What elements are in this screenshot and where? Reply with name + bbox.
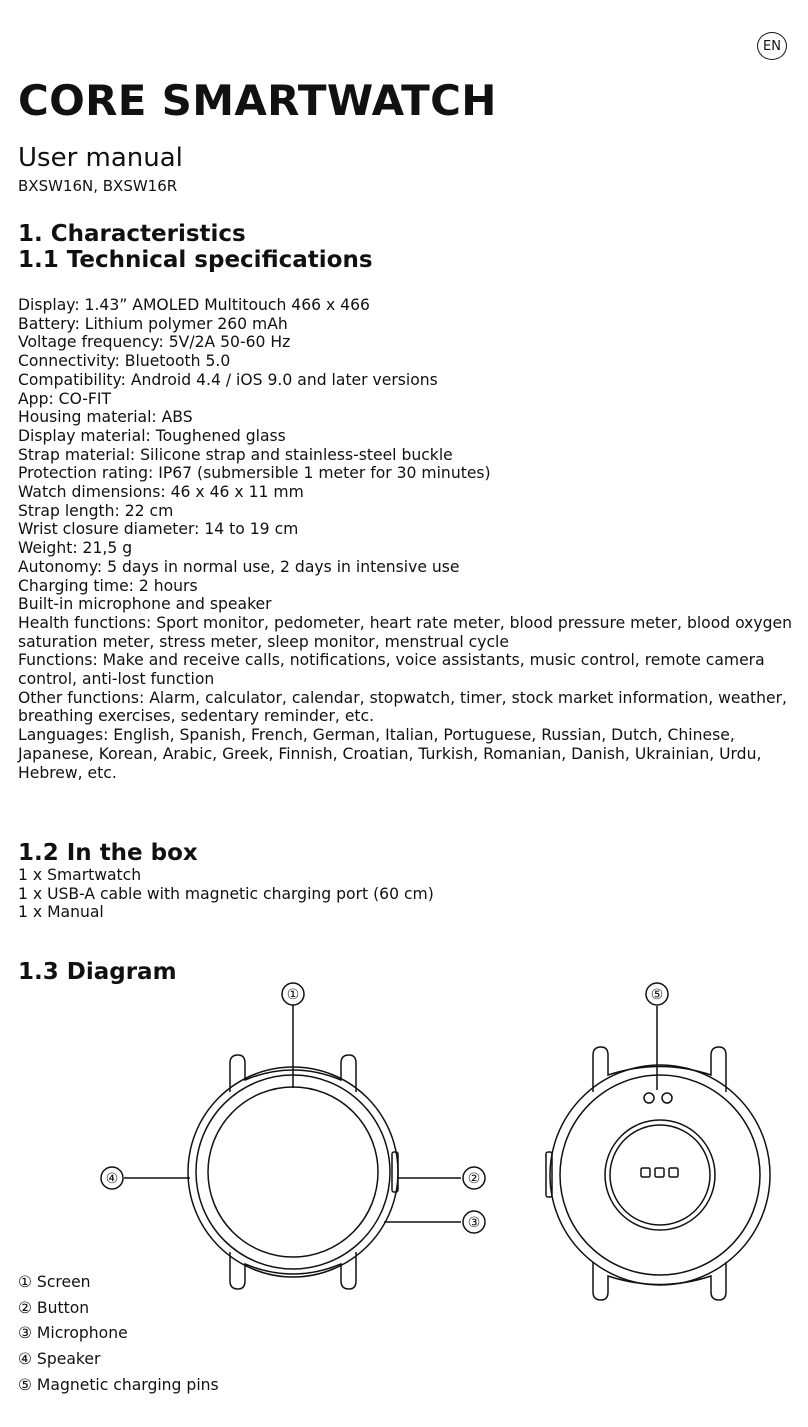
spec-item: Voltage frequency: 5V/2A 50-60 Hz [18,333,291,352]
legend-item-button: ② Button [18,1298,90,1317]
spec-item: Compatibility: Android 4.4 / iOS 9.0 and later versions [18,370,438,389]
diagram-legend [18,1270,219,1399]
spec-item: Connectivity: Bluetooth 5.0 [18,352,231,371]
front-screen [208,1087,378,1257]
spec-item: App: CO-FIT [18,389,111,408]
spec-item: Battery: Lithium polymer 260 mAh [18,314,288,333]
spec-list [18,296,794,782]
legend-item-speaker: ④ Speaker [18,1350,101,1369]
charging-pin [644,1093,654,1103]
front-bezel [196,1075,390,1269]
section-heading-diagram: 1.3 Diagram [18,959,177,985]
sensor-window [669,1168,678,1177]
spec-item: Other functions: Alarm, calculator, calendar, stopwatch, timer, stock market information, weather, breathing exercises, sedentary reminder, etc. [18,688,788,726]
spec-item: Display: 1.43” AMOLED Multitouch 466 x 466 [18,296,370,314]
charging-pin [662,1093,672,1103]
callout-label-1: ① [286,987,300,1003]
back-top-lugs [593,1047,726,1092]
spec-item: Display material: Toughened glass [18,426,286,445]
back-charging-ring-inner [610,1125,710,1225]
section-heading-in-the-box: 1.2 In the box [18,840,198,866]
spec-item: Strap material: Silicone strap and stainless-steel buckle [18,445,453,464]
box-item: 1 x USB-A cable with magnetic charging port (60 cm) [18,884,434,903]
document-subtitle: User manual [18,143,183,173]
spec-item: Strap length: 22 cm [18,501,174,520]
back-bottom-lugs [593,1262,726,1300]
sensor-window [641,1168,650,1177]
spec-item: Functions: Make and receive calls, notifications, voice assistants, music control, remote camera control, anti-lost function [18,651,765,689]
spec-item: Autonomy: 5 days in normal use, 2 days in intensive use [18,557,460,576]
spec-item: Weight: 21,5 g [18,539,133,558]
back-charging-ring-outer [605,1120,715,1230]
section-heading-characteristics: 1. Characteristics [18,221,246,247]
callout-label-3: ③ [467,1215,481,1231]
spec-item: Charging time: 2 hours [18,576,198,595]
callout-label-2: ② [467,1171,481,1187]
spec-item: Wrist closure diameter: 14 to 19 cm [18,520,299,539]
sensor-window [655,1168,664,1177]
legend-item-microphone: ③ Microphone [18,1324,128,1343]
spec-item: Housing material: ABS [18,408,193,427]
legend-item-screen: ① Screen [18,1273,91,1291]
spec-item: Languages: English, Spanish, French, German, Italian, Portuguese, Russian, Dutch, Chinese, Japanese, Korean, Arabic, Greek, Finnish, Croatian, Turkish, Romanian, Danish, Ukrainian, Urdu, Hebrew, etc. [18,726,762,782]
box-item: 1 x Smartwatch [18,866,142,884]
model-numbers: BXSW16N, BXSW16R [18,177,178,195]
back-plate [560,1075,760,1275]
document-title: CORE SMARTWATCH [18,76,497,125]
section-heading-technical-specifications: 1.1 Technical specifications [18,247,373,273]
back-case [550,1065,770,1285]
spec-item: Built-in microphone and speaker [18,595,272,614]
spec-item: Health functions: Sport monitor, pedometer, heart rate meter, blood pressure meter, blood oxygen saturation meter, stress meter, sleep monitor, menstrual cycle [18,613,793,651]
callout-label-4: ④ [105,1171,119,1187]
spec-item: Protection rating: IP67 (submersible 1 meter for 30 minutes) [18,464,491,483]
front-case [188,1067,398,1277]
language-badge: EN [757,32,787,60]
box-item: 1 x Manual [18,903,104,922]
spec-item: Watch dimensions: 46 x 46 x 11 mm [18,483,304,502]
watch-diagram [0,975,808,1305]
legend-item-charging-pins: ⑤ Magnetic charging pins [18,1375,219,1394]
box-contents-list [18,866,434,922]
callout-label-5: ⑤ [650,987,664,1003]
